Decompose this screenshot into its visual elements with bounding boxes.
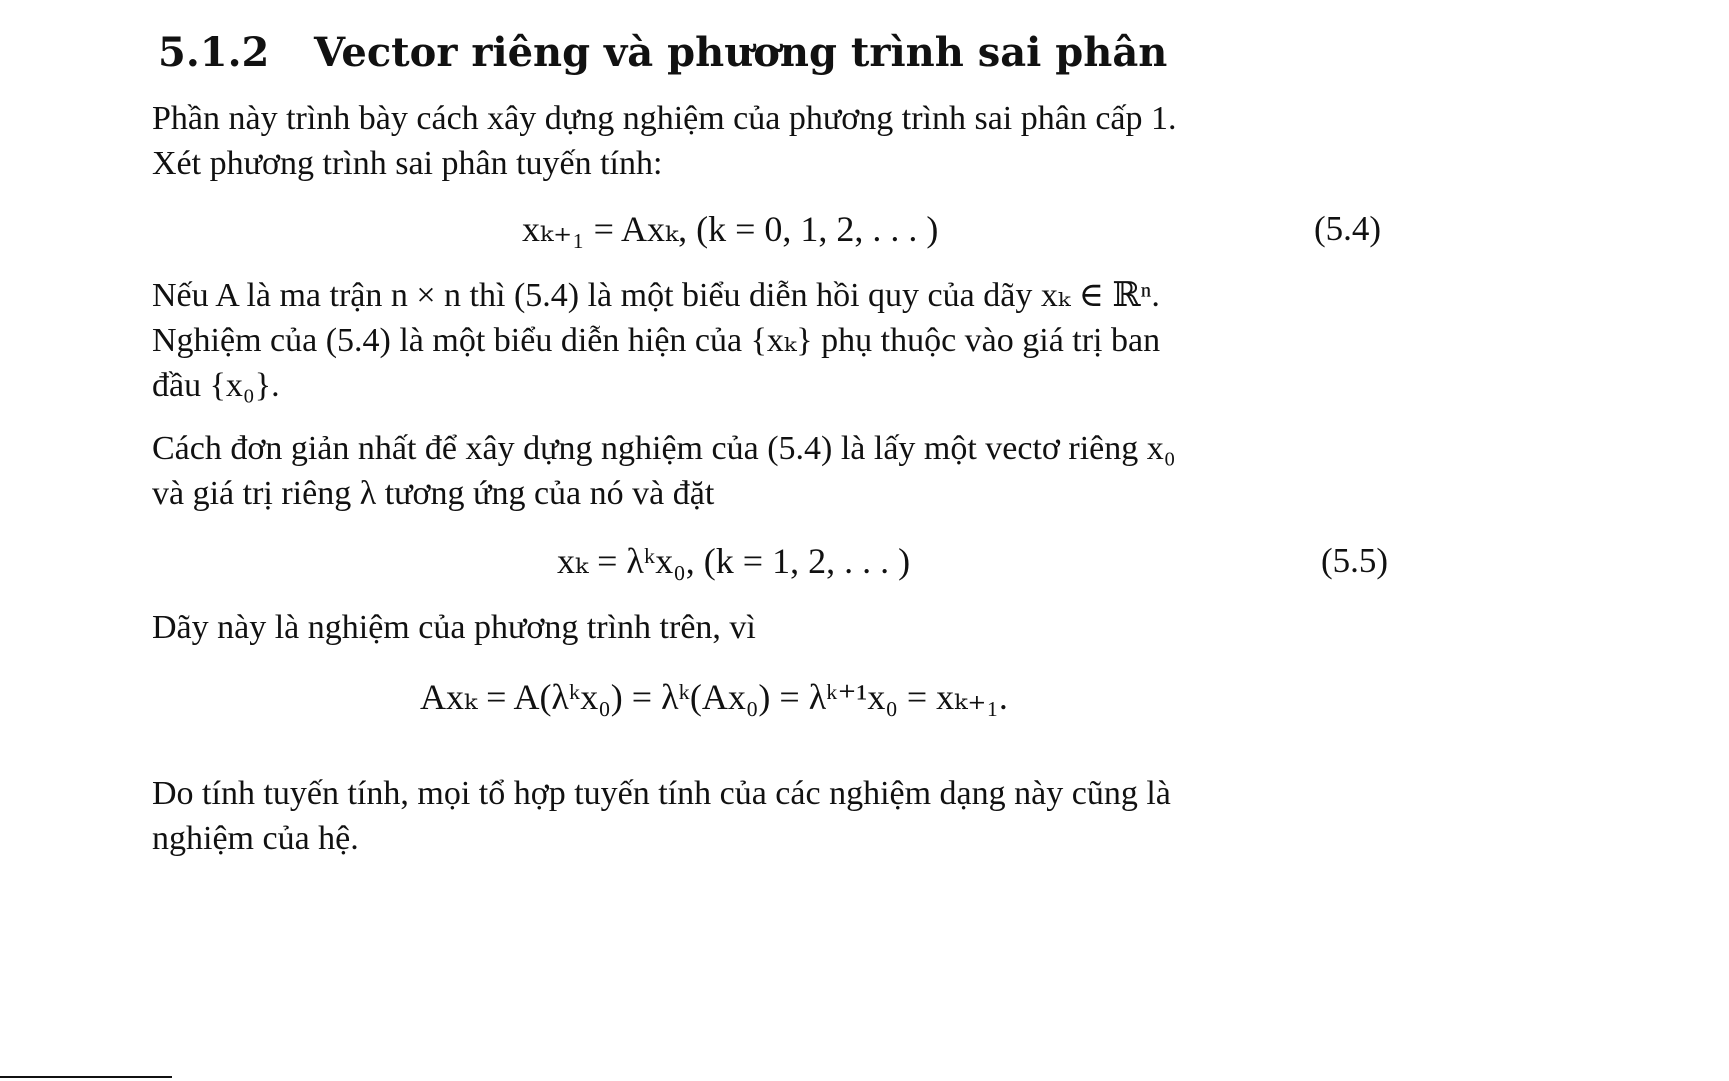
paragraph-verification [152, 605, 1402, 650]
paragraph-intro [152, 96, 1402, 186]
equation-number-5-4: (5.4) [1314, 209, 1382, 248]
section-heading [158, 24, 1167, 82]
text-line: đầu {x₀}. [152, 367, 280, 404]
footnote-rule [0, 1076, 172, 1078]
equation-number-5-5: (5.5) [1321, 541, 1389, 580]
equation-5-4: xₖ₊₁ = Axₖ, (k = 0, 1, 2, . . . ) [522, 209, 939, 249]
text-line: Do tính tuyến tính, mọi tổ hợp tuyến tính của các nghiệm dạng này cũng là [152, 775, 1171, 812]
text-line: và giá trị riêng λ tương ứng của nó và đặt [152, 475, 715, 512]
equation-verification: Axₖ = A(λᵏx₀) = λᵏ(Ax₀) = λᵏ⁺¹x₀ = xₖ₊₁. [420, 677, 1008, 717]
section-title: Vector riêng và phương trình sai phân [314, 29, 1168, 76]
text-line: Dãy này là nghiệm của phương trình trên, vì [152, 609, 756, 646]
text-line: Cách đơn giản nhất để xây dựng nghiệm của (5.4) là lấy một vectơ riêng x₀ [152, 430, 1176, 467]
text-line: nghiệm của hệ. [152, 820, 359, 857]
paragraph-recurrence [152, 273, 1402, 408]
text-line: Phần này trình bày cách xây dựng nghiệm của phương trình sai phân cấp 1. [152, 100, 1177, 137]
text-line: Nghiệm của (5.4) là một biểu diễn hiện của {xₖ} phụ thuộc vào giá trị ban [152, 322, 1161, 359]
equation-5-5: xₖ = λᵏx₀, (k = 1, 2, . . . ) [557, 541, 911, 581]
text-line: Nếu A là ma trận n × n thì (5.4) là một biểu diễn hồi quy của dãy xₖ ∈ ℝⁿ. [152, 277, 1160, 314]
paragraph-linearity [152, 771, 1402, 861]
text-line: Xét phương trình sai phân tuyến tính: [152, 145, 663, 182]
section-number: 5.1.2 [158, 29, 270, 76]
paragraph-eigenvector [152, 426, 1402, 516]
